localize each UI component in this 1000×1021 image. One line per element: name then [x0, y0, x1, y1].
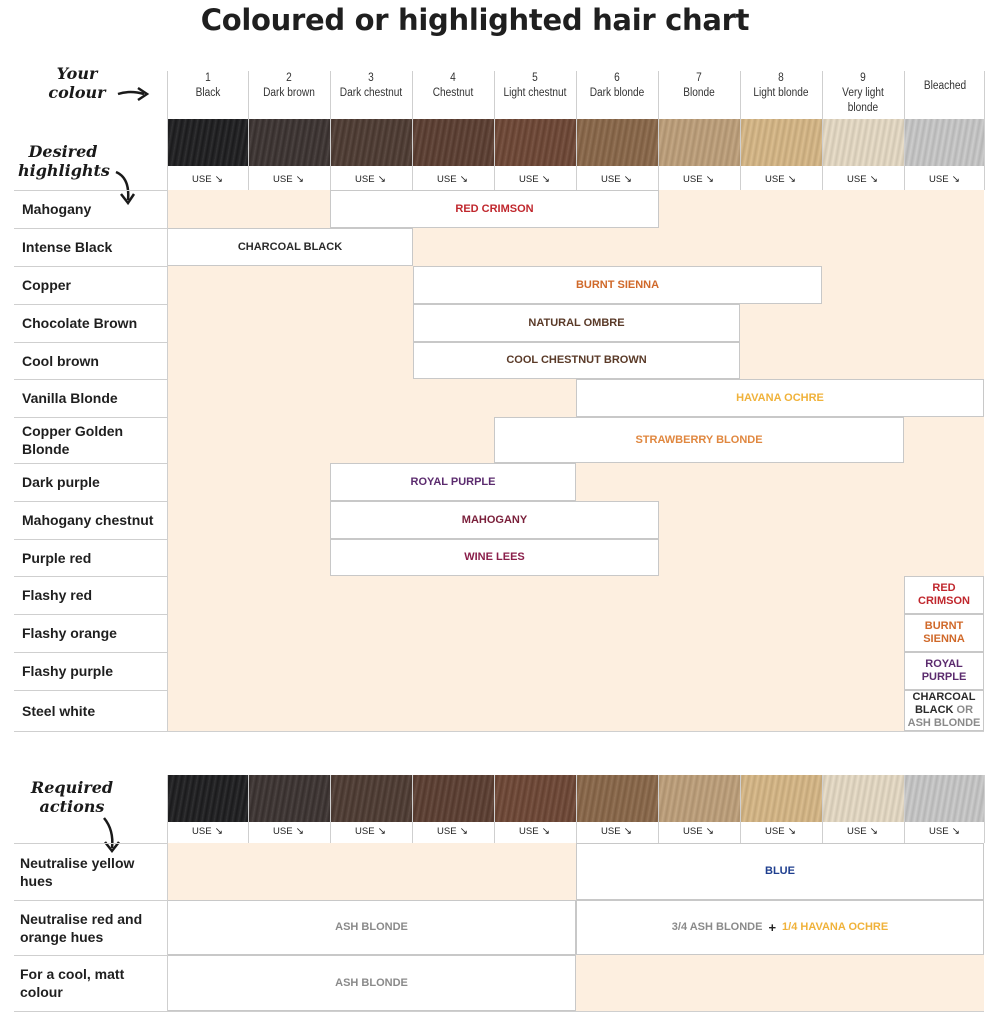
row-divider [14, 576, 167, 577]
row-divider [14, 463, 167, 464]
column-divider [984, 71, 985, 190]
row-label: Steel white [22, 702, 96, 719]
hair-swatch [248, 775, 330, 822]
use-cell-havana-ochre: HAVANA OCHRE [576, 379, 984, 417]
use-text: USE [273, 174, 293, 185]
column-divider [412, 71, 413, 190]
column-divider [494, 775, 495, 843]
use-cell-red-crimson-bleached: RED CRIMSON [904, 576, 984, 614]
action-row-label: For a cool, matt colour [20, 966, 125, 1000]
use-cell-mahogany: MAHOGANY [330, 501, 659, 539]
hair-swatch [167, 119, 248, 166]
use-label [904, 822, 985, 842]
use-cell-red-crimson: RED CRIMSON [330, 190, 659, 228]
row-divider [14, 690, 167, 691]
use-cell-strawberry-blonde: STRAWBERRY BLONDE [494, 417, 904, 463]
use-text: USE [519, 174, 539, 185]
use-cell-wine-lees: WINE LEES [330, 539, 659, 576]
hair-swatch [576, 775, 658, 822]
row-divider [14, 501, 167, 502]
use-text: USE [847, 174, 867, 185]
column-number: 3 [368, 72, 374, 84]
column-header [745, 71, 817, 119]
row-divider [14, 652, 167, 653]
row-label: Mahogany chestnut [22, 512, 154, 528]
curved-arrow-icon: ↘ [295, 826, 304, 837]
column-header [663, 71, 735, 119]
row-label: Dark purple [22, 474, 100, 490]
use-cell-royal-purple-bleached: ROYAL PURPLE [904, 652, 984, 690]
column-divider [248, 71, 249, 190]
hair-swatch [412, 775, 494, 822]
row-divider [14, 190, 167, 191]
hair-swatch [822, 119, 904, 166]
column-divider [658, 71, 659, 190]
row-label: Flashy orange [22, 625, 117, 641]
hair-swatch [330, 775, 412, 822]
use-label [330, 170, 411, 190]
column-number: 6 [614, 72, 620, 84]
use-text: USE [273, 826, 293, 837]
curved-arrow-icon: ↘ [705, 826, 714, 837]
column-number: 7 [696, 72, 702, 84]
action-row-label: Neutralise red and orange hues [20, 910, 143, 945]
column-header [581, 71, 653, 119]
hair-swatch [904, 775, 985, 822]
curved-arrow-icon: ↘ [869, 174, 878, 185]
row-divider [14, 900, 167, 901]
curved-arrow-icon: ↘ [787, 826, 796, 837]
column-name: Light blonde [753, 87, 809, 99]
row-divider [14, 539, 167, 540]
curved-arrow-icon: ↘ [541, 174, 550, 185]
page-title: Coloured or highlighted hair chart [200, 3, 750, 37]
hair-swatch [576, 119, 658, 166]
row-divider [14, 614, 167, 615]
column-name: Dark brown [263, 87, 315, 99]
use-text: USE [437, 174, 457, 185]
use-label [658, 822, 739, 842]
use-text: USE [683, 826, 703, 837]
use-label [412, 822, 493, 842]
use-text: USE [192, 174, 212, 185]
hair-swatch [904, 119, 985, 166]
curved-arrow-icon: ↘ [705, 174, 714, 185]
column-header [499, 71, 571, 119]
column-header [172, 71, 244, 119]
use-label [167, 170, 248, 190]
use-cell-ash-blonde: ASH BLONDE [167, 900, 576, 955]
use-cell-natural-ombre: NATURAL OMBRE [413, 304, 740, 342]
column-divider [248, 775, 249, 843]
use-text: USE [355, 826, 375, 837]
curved-arrow-icon: ↘ [623, 826, 632, 837]
use-text: USE [601, 826, 621, 837]
table-left-border [167, 843, 168, 1011]
column-divider [167, 775, 168, 843]
column-divider [904, 71, 905, 190]
curved-arrow-icon: ↘ [295, 174, 304, 185]
column-divider [822, 775, 823, 843]
column-header [335, 71, 407, 119]
column-header [417, 71, 489, 119]
hair-swatch [412, 119, 494, 166]
column-divider [576, 775, 577, 843]
curved-arrow-icon: ↘ [214, 826, 223, 837]
use-label [822, 822, 903, 842]
use-label [494, 822, 575, 842]
use-text: USE [192, 826, 212, 837]
row-divider [14, 304, 167, 305]
row-divider [14, 843, 167, 844]
use-label [330, 822, 411, 842]
column-name: Black [195, 87, 221, 99]
column-divider [740, 71, 741, 190]
column-number: 8 [778, 72, 784, 84]
arrow-right-icon [116, 84, 150, 104]
your-colour-label: Your colour [48, 64, 106, 102]
curved-arrow-icon: ↘ [951, 826, 960, 837]
column-divider [740, 775, 741, 843]
column-name: Very light blonde [842, 87, 884, 114]
use-label [740, 822, 821, 842]
use-cell-ash-blonde-cool: ASH BLONDE [167, 955, 576, 1011]
row-divider [14, 417, 167, 418]
row-divider [14, 266, 167, 267]
curved-arrow-icon: ↘ [459, 174, 468, 185]
row-label: Copper [22, 277, 71, 293]
use-label [248, 170, 329, 190]
row-label: Flashy purple [22, 663, 114, 679]
required-actions-label: Required actions [30, 778, 114, 816]
use-cell-royal-purple: ROYAL PURPLE [330, 463, 576, 501]
column-name: Blonde [683, 87, 715, 99]
row-divider [14, 228, 167, 229]
hair-swatch [740, 119, 822, 166]
use-text: USE [355, 174, 375, 185]
use-label [576, 822, 657, 842]
column-divider [904, 775, 905, 843]
column-header [827, 71, 899, 119]
row-label: Purple red [22, 549, 92, 566]
hair-swatch [248, 119, 330, 166]
column-name: Bleached [923, 80, 967, 92]
column-divider [330, 71, 331, 190]
hair-swatch [330, 119, 412, 166]
row-label: Vanilla Blonde [22, 390, 118, 406]
row-label: Mahogany [22, 201, 92, 217]
column-divider [330, 775, 331, 843]
peach-fill [576, 955, 984, 1011]
use-text: USE [519, 826, 539, 837]
row-label: Intense Black [22, 239, 113, 255]
table-bottom-border [14, 1011, 984, 1012]
use-label [658, 170, 739, 190]
hair-swatch [494, 119, 576, 166]
use-text: USE [929, 174, 949, 185]
use-text: USE [683, 174, 703, 185]
use-label [412, 170, 493, 190]
column-divider [822, 71, 823, 190]
hair-swatch [740, 775, 822, 822]
column-number: 9 [860, 72, 866, 84]
row-divider [14, 379, 167, 380]
column-name: Dark blonde [589, 87, 645, 99]
curved-arrow-icon: ↘ [377, 174, 386, 185]
column-header [253, 71, 325, 119]
row-divider [14, 955, 167, 956]
curved-arrow-icon: ↘ [459, 826, 468, 837]
hair-swatch [167, 775, 248, 822]
column-divider [984, 775, 985, 843]
column-number: 5 [532, 72, 538, 84]
hair-swatch [822, 775, 904, 822]
curved-arrow-icon: ↘ [377, 826, 386, 837]
row-divider [14, 342, 167, 343]
hair-swatch [494, 775, 576, 822]
hair-swatch [658, 775, 740, 822]
column-name: Light chestnut [503, 87, 567, 99]
use-cell-charcoal-black: CHARCOAL BLACK [167, 228, 413, 266]
column-divider [658, 775, 659, 843]
use-label [494, 170, 575, 190]
column-number: 2 [286, 72, 292, 84]
row-label: Cool brown [22, 352, 99, 369]
curved-arrow-icon: ↘ [623, 174, 632, 185]
column-name: Chestnut [432, 87, 474, 99]
table-left-border [167, 190, 168, 731]
peach-fill [167, 843, 576, 900]
use-text: USE [437, 826, 457, 837]
column-divider [412, 775, 413, 843]
use-cell-blue: BLUE [576, 843, 984, 900]
curved-arrow-icon: ↘ [951, 174, 960, 185]
row-label: Copper Golden Blonde [22, 423, 124, 457]
curved-arrow-icon: ↘ [214, 174, 223, 185]
column-divider [576, 71, 577, 190]
use-cell-charcoal-or-ash-bleached: CHARCOAL BLACK OR ASH BLONDE [904, 690, 984, 731]
curved-arrow-icon: ↘ [869, 826, 878, 837]
desired-highlights-label: Desired highlights [18, 142, 110, 180]
row-label: Chocolate Brown [22, 315, 138, 331]
curved-arrow-icon: ↘ [787, 174, 796, 185]
use-cell-cool-chestnut-brown: COOL CHESTNUT BROWN [413, 342, 740, 379]
use-cell-burnt-sienna-bleached: BURNT SIENNA [904, 614, 984, 652]
column-number: 1 [205, 72, 211, 84]
column-divider [494, 71, 495, 190]
column-divider [167, 71, 168, 190]
use-text: USE [601, 174, 621, 185]
use-text: USE [929, 826, 949, 837]
use-label [822, 170, 903, 190]
use-text: USE [765, 174, 785, 185]
use-cell-burnt-sienna: BURNT SIENNA [413, 266, 822, 304]
use-text: USE [847, 826, 867, 837]
table-bottom-border [14, 731, 984, 732]
use-cell-ash-havana-mix: 3/4 ASH BLONDE + 1/4 HAVANA OCHRE [576, 900, 984, 955]
column-name: Dark chestnut [339, 87, 403, 99]
use-label [904, 170, 985, 190]
column-number: 4 [450, 72, 456, 84]
use-label [740, 170, 821, 190]
use-label [576, 170, 657, 190]
action-row-label: Neutralise yellow hues [20, 854, 135, 889]
use-label [167, 822, 248, 842]
hair-swatch [658, 119, 740, 166]
use-text: USE [765, 826, 785, 837]
row-label: Flashy red [22, 587, 93, 603]
use-label [248, 822, 329, 842]
curved-arrow-icon: ↘ [541, 826, 550, 837]
